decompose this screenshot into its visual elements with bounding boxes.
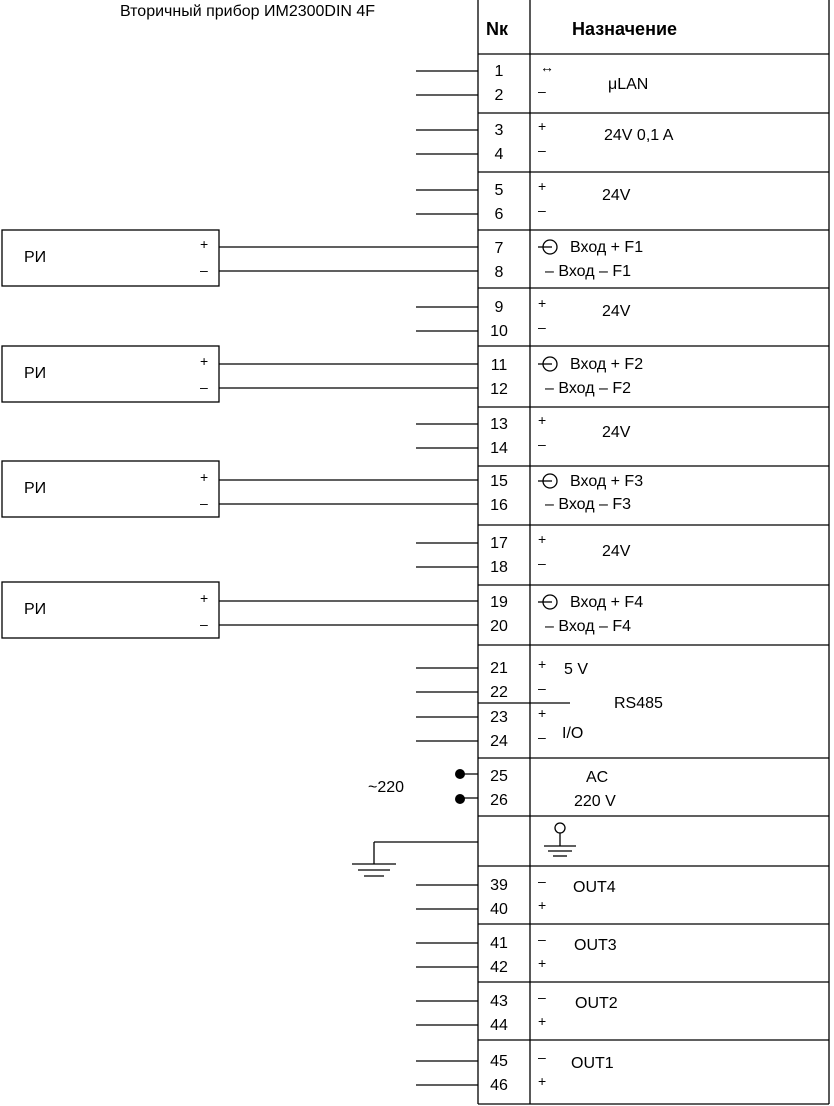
label-rs485: RS485 [614,695,663,712]
pin-number: 15 [490,473,508,490]
pin-number: 40 [490,901,508,918]
pin-number: 8 [494,264,504,281]
pin-number: 41 [490,935,508,952]
pin-sign: + [538,412,547,428]
pin-list [490,59,554,1094]
sensor-name: РИ [24,365,47,382]
label-in-f3-minus: – Вход – F3 [545,496,631,513]
label-in-f2-minus: – Вход – F2 [545,380,631,397]
pin-sign: – [538,1049,546,1065]
sensor-list [2,230,478,638]
pin-number: 3 [494,122,504,139]
pin-sign: + [538,531,547,547]
pin-number: 9 [494,299,504,316]
sensor-minus-label: – [200,262,208,278]
pin-sign: + [538,955,547,971]
pin-number: 24 [490,733,508,750]
pin-sign: – [538,555,546,571]
label-out4: OUT4 [573,879,616,896]
pin-sign: – [538,873,546,889]
pin-number: 10 [490,323,508,340]
label-24v-c: 24V [602,424,631,441]
pin-number: 14 [490,440,508,457]
pin-sign: – [538,83,546,99]
sensor-plus-label: + [200,353,209,369]
pin-sign: + [538,705,547,721]
pin-number: 19 [490,594,508,611]
pin-number: 46 [490,1077,508,1094]
pin-number: 7 [494,240,504,257]
device-title: Вторичный прибор ИМ2300DIN 4F [120,3,376,20]
label-in-f4-plus: Вход + F4 [570,594,644,611]
label-ac: AC [586,769,609,786]
sensor-plus-label: + [200,590,209,606]
header-nk: Nк [486,19,509,39]
label-in-f4-minus: – Вход – F4 [545,618,631,635]
pin-sign: – [538,729,546,745]
sensor-name: РИ [24,249,47,266]
label-out1: OUT1 [571,1055,614,1072]
pin-sign: – [538,142,546,158]
pin-number: 25 [490,768,508,785]
pin-sign: + [538,656,547,672]
sensor-minus-label: – [200,616,208,632]
pin-number: 17 [490,535,508,552]
pin-number: 4 [494,146,504,163]
sensor-ri [2,461,478,517]
sensor-plus-label: + [200,236,209,252]
pin-number: 39 [490,877,508,894]
label-in-f1-minus: – Вход – F1 [545,263,631,280]
external-ground-icon [352,842,478,876]
terminal-block [478,0,829,1104]
label-220v: 220 V [574,793,616,810]
pin-number: 22 [490,684,508,701]
label-in-f2-plus: Вход + F2 [570,356,644,373]
label-24v-b: 24V [602,303,631,320]
pin-sign: – [538,931,546,947]
sensor-minus-label: – [200,379,208,395]
pin-number: 45 [490,1053,508,1070]
input-circle-icon [538,240,557,254]
pin-sign: + [538,897,547,913]
pin-sign: – [538,436,546,452]
input-circle-icon [538,357,557,371]
pin-sign: – [538,319,546,335]
pin-sign: + [538,178,547,194]
pin-number: 42 [490,959,508,976]
sensor-name: РИ [24,601,47,618]
label-mains: ~220 [368,779,405,796]
label-in-f1-plus: Вход + F1 [570,239,644,256]
label-out3: OUT3 [574,937,617,954]
pin-sign: + [538,1013,547,1029]
pin-number: 13 [490,416,508,433]
sensor-name: РИ [24,480,47,497]
label-io: I/O [562,725,584,742]
pin-number: 23 [490,709,508,726]
label-out2: OUT2 [575,995,618,1012]
pin-number: 11 [490,357,508,374]
sensor-ri [2,582,478,638]
label-24v-d: 24V [602,543,631,560]
pin-sign: – [538,680,546,696]
pin-sign: + [538,295,547,311]
header-purpose: Назначение [572,19,678,39]
label-24v-a: 24V [602,187,631,204]
pin-number: 5 [494,182,504,199]
pin-sign: – [538,202,546,218]
sensor-plus-label: + [200,469,209,485]
pin-number: 12 [490,381,508,398]
pin-number: 43 [490,993,508,1010]
pin-sign: – [538,989,546,1005]
pin-number: 16 [490,497,508,514]
sensor-ri [2,346,478,402]
pin-sign: + [538,1073,547,1089]
label-5v: 5 V [564,661,589,678]
label-24v-01a: 24V 0,1 A [604,127,674,144]
pin-number: 44 [490,1017,508,1034]
pin-sign: ↔ [540,59,554,75]
mains-dot-26 [455,794,465,804]
pin-number: 2 [494,87,504,104]
label-in-f3-plus: Вход + F3 [570,473,644,490]
ground-terminal-icon [544,823,576,856]
lead-wires [416,71,478,1085]
pin-number: 20 [490,618,508,635]
label-ulan: μLAN [608,76,649,93]
pin-sign: + [538,118,547,134]
sensor-ri [2,230,478,286]
pin-number: 21 [490,660,508,677]
sensor-minus-label: – [200,495,208,511]
input-circle-icon [538,595,557,609]
input-circle-icon [538,474,557,488]
pin-number: 26 [490,792,508,809]
pin-number: 1 [494,63,504,80]
pin-number: 18 [490,559,508,576]
mains-dot-25 [455,769,465,779]
pin-number: 6 [494,206,504,223]
